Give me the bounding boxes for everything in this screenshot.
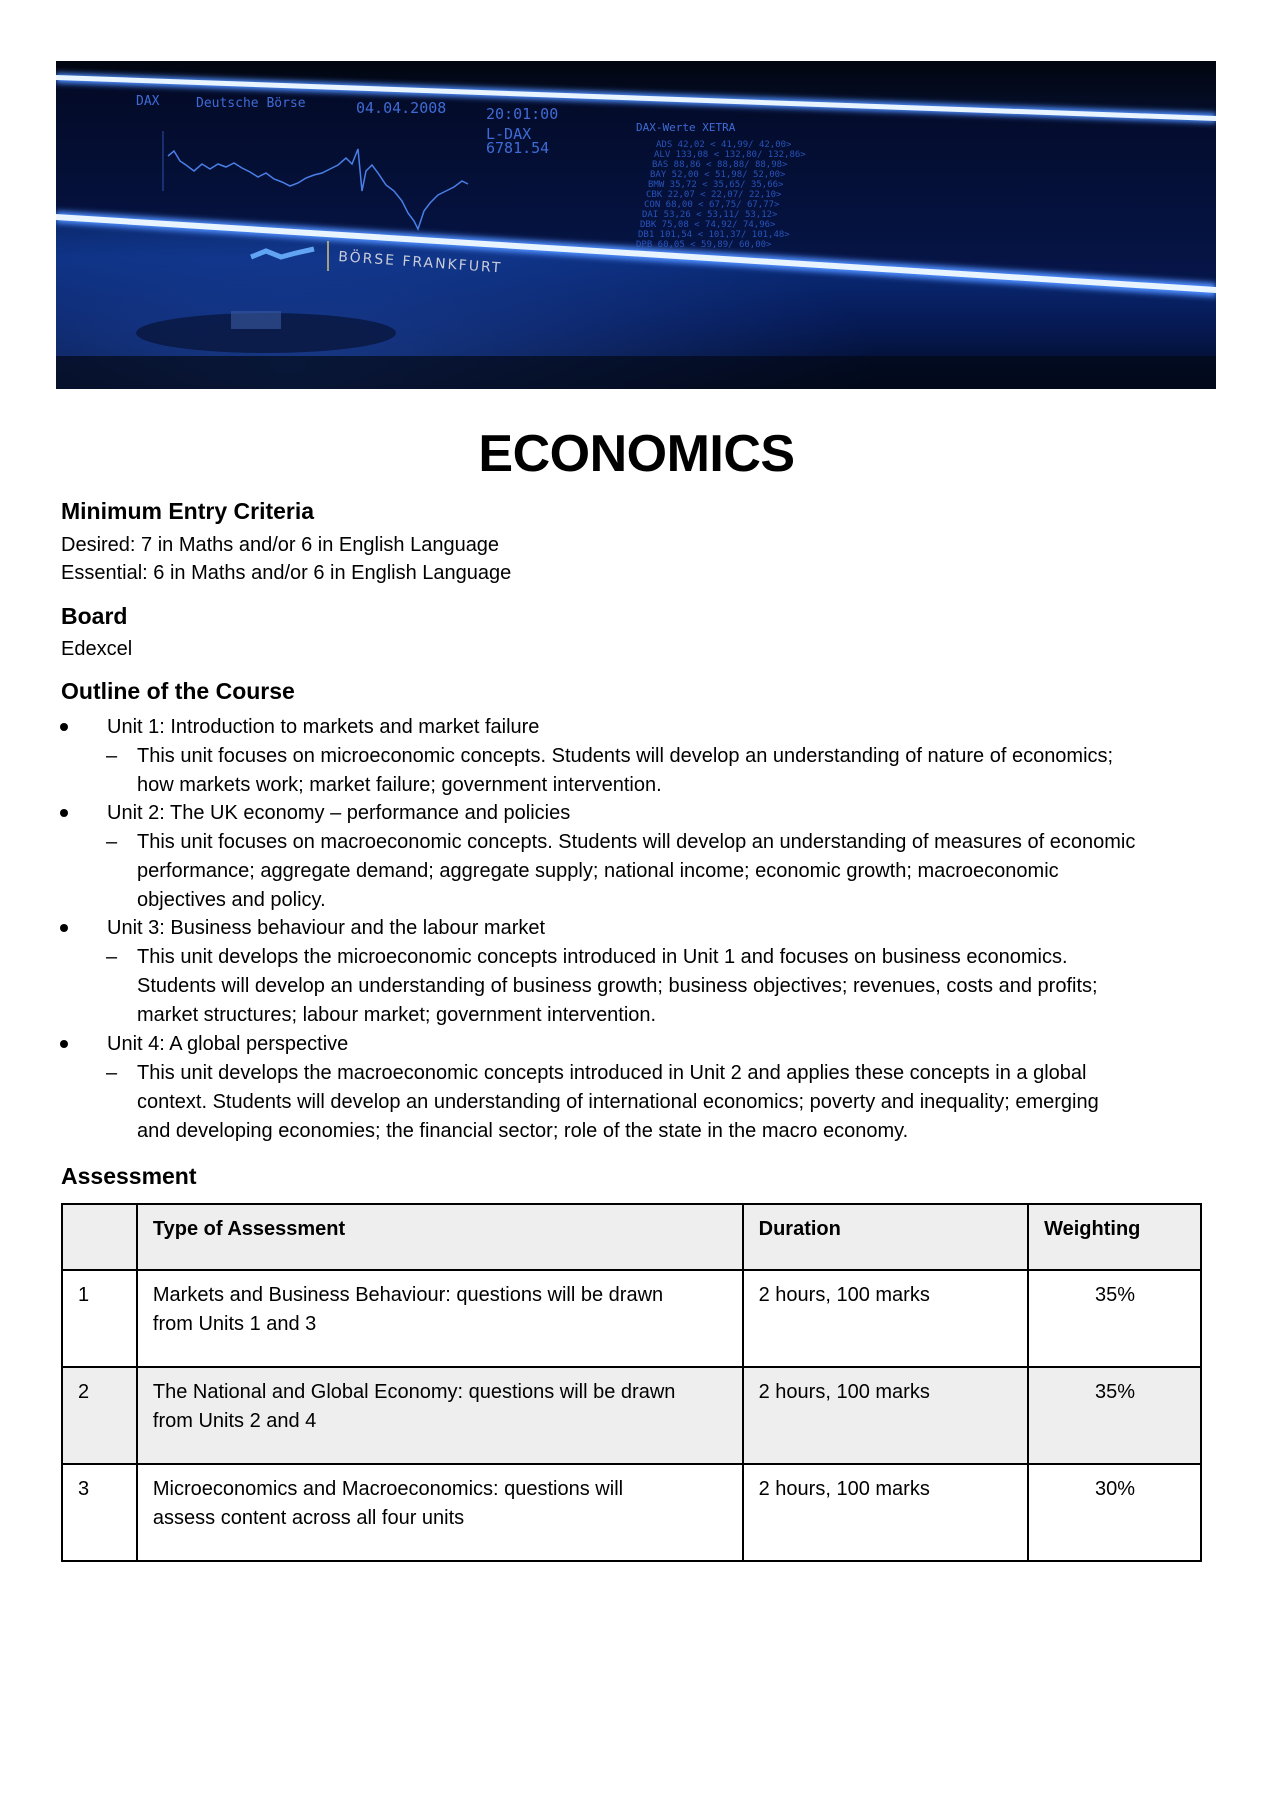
svg-text:04.04.2008: 04.04.2008: [356, 99, 447, 117]
assessment-type-line: Markets and Business Behaviour: questions will be drawn: [152, 1284, 664, 1306]
hero-image-stock-exchange: [56, 61, 1216, 389]
svg-text:CBK 22,07 < 22,07/ 22,10>: CBK 22,07 < 22,07/ 22,10>: [646, 190, 782, 200]
entry-essential: Essential: 6 in Maths and/or 6 in English Language: [61, 562, 512, 584]
svg-text:DBK 75,08 < 74,92/ 74,96>: DBK 75,08 < 74,92/ 74,96>: [640, 220, 776, 230]
column-header-duration: Duration: [743, 1204, 1028, 1270]
svg-text:6781.54: 6781.54: [486, 139, 550, 157]
unit-description-line: objectives and policy.: [137, 889, 326, 911]
svg-text:CON 68,00 < 67,75/ 67,77>: CON 68,00 < 67,75/ 67,77>: [644, 200, 780, 210]
unit-description-line: market structures; labour market; government intervention.: [137, 1004, 657, 1026]
assessment-duration: 2 hours, 100 marks: [743, 1367, 1028, 1464]
unit-description-line: performance; aggregate demand; aggregate supply; national income; economic growth; macroeconomic: [137, 860, 1059, 882]
outline-heading: Outline of the Course: [61, 678, 295, 704]
assessment-type-line: from Units 1 and 3: [152, 1313, 317, 1335]
unit-title: Unit 3: Business behaviour and the labour market: [107, 917, 546, 939]
row-number: 3: [62, 1464, 137, 1561]
bullet-icon: [60, 1040, 70, 1050]
dash-icon: –: [106, 1062, 118, 1084]
svg-text:BAS 88,86 < 88,88/ 88,98>: BAS 88,86 < 88,88/ 88,98>: [652, 160, 788, 170]
unit-description-line: This unit focuses on macroeconomic concepts. Students will develop an understanding of measures of economic: [137, 831, 1136, 853]
assessment-weighting: 35%: [1028, 1270, 1201, 1367]
svg-text:DPB 60,05 < 59,89/ 60,00>: DPB 60,05 < 59,89/ 60,00>: [636, 240, 772, 250]
dash-icon: –: [106, 831, 118, 853]
table-row: [62, 1270, 1201, 1367]
column-header-number: [62, 1204, 137, 1270]
assessment-table: [61, 1203, 1202, 1562]
assessment-duration: 2 hours, 100 marks: [743, 1464, 1028, 1561]
assessment-weighting: 35%: [1028, 1367, 1201, 1464]
svg-text:DB1 101,54 < 101,37/ 101,48>: DB1 101,54 < 101,37/ 101,48>: [638, 230, 790, 240]
dash-icon: –: [106, 946, 118, 968]
svg-text:BMW 35,72 < 35,65/ 35,66>: BMW 35,72 < 35,65/ 35,66>: [648, 180, 784, 190]
table-row: [62, 1367, 1201, 1464]
column-header-type: Type of Assessment: [137, 1204, 743, 1270]
svg-text:ALV 133,08 < 132,80/ 132,86>: ALV 133,08 < 132,80/ 132,86>: [654, 150, 806, 160]
unit-description-line: This unit develops the macroeconomic concepts introduced in Unit 2 and applies these concepts in a global: [137, 1062, 1087, 1084]
row-number: 2: [62, 1367, 137, 1464]
assessment-type: [137, 1464, 743, 1561]
board-brand: DAX: [136, 94, 160, 109]
bullet-icon: [60, 924, 70, 934]
assessment-heading: Assessment: [61, 1163, 197, 1189]
unit-title: Unit 2: The UK economy – performance and policies: [107, 802, 571, 824]
bullet-icon: [60, 809, 70, 819]
column-header-weighting: Weighting: [1028, 1204, 1201, 1270]
assessment-type: [137, 1270, 743, 1367]
wall-sign-text: BÖRSE FRANKFURT: [337, 249, 503, 277]
assessment-type-line: from Units 2 and 4: [152, 1410, 317, 1432]
board-value: Edexcel: [61, 638, 133, 660]
unit-description-line: Students will develop an understanding of business growth; business objectives; revenues, costs and profits;: [137, 975, 1098, 997]
entry-desired: Desired: 7 in Maths and/or 6 in English Language: [61, 534, 500, 556]
svg-text:DAI 53,26 < 53,11/ 53,12>: DAI 53,26 < 53,11/ 53,12>: [642, 210, 778, 220]
svg-text:DAX-Werte XETRA: DAX-Werte XETRA: [636, 121, 736, 134]
stock-board-graphic: [56, 61, 1216, 389]
svg-text:Deutsche Börse: Deutsche Börse: [196, 96, 306, 111]
unit-title: Unit 1: Introduction to markets and market failure: [107, 716, 540, 738]
unit-description-line: how markets work; market failure; government intervention.: [137, 774, 662, 796]
row-number: 1: [62, 1270, 137, 1367]
unit-description-line: This unit develops the microeconomic concepts introduced in Unit 1 and focuses on business economics.: [137, 946, 1068, 968]
page-title: ECONOMICS: [478, 425, 795, 483]
table-header-row: [62, 1204, 1201, 1270]
svg-text:20:01:00: 20:01:00: [486, 105, 559, 123]
svg-text:ADS 42,02 < 41,99/ 42,00>: ADS 42,02 < 41,99/ 42,00>: [656, 140, 792, 150]
svg-text:L-DAX: L-DAX: [486, 125, 532, 143]
bullet-icon: [60, 723, 70, 733]
unit-description-line: context. Students will develop an understanding of international economics; poverty and inequality; emerging: [137, 1091, 1099, 1113]
unit-title: Unit 4: A global perspective: [107, 1033, 349, 1055]
assessment-type-line: assess content across all four units: [152, 1507, 465, 1529]
assessment-type-line: The National and Global Economy: questions will be drawn: [152, 1381, 676, 1403]
assessment-type: [137, 1367, 743, 1464]
assessment-duration: 2 hours, 100 marks: [743, 1270, 1028, 1367]
assessment-weighting: 30%: [1028, 1464, 1201, 1561]
table-row: [62, 1464, 1201, 1561]
unit-description-line: This unit focuses on microeconomic concepts. Students will develop an understanding of nature of economics;: [137, 745, 1114, 767]
board-heading: Board: [61, 603, 128, 629]
unit-description-line: and developing economies; the financial sector; role of the state in the macro economy.: [137, 1120, 909, 1142]
assessment-type-line: Microeconomics and Macroeconomics: questions will: [152, 1478, 624, 1500]
entry-criteria-heading: Minimum Entry Criteria: [61, 498, 315, 524]
dash-icon: –: [106, 745, 118, 767]
svg-text:BAY 52,00 < 51,98/ 52,00>: BAY 52,00 < 51,98/ 52,00>: [650, 170, 786, 180]
